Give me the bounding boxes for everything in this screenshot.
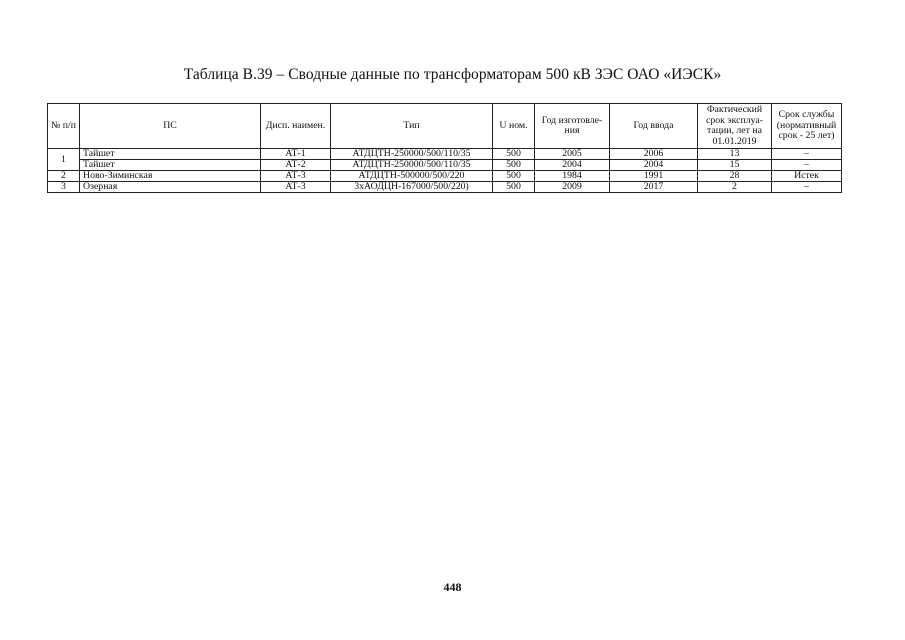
header-year-made: Год изготовле-ния bbox=[535, 104, 610, 149]
cell-ps: Озерная bbox=[80, 182, 261, 193]
table-title: Таблица В.39 – Сводные данные по трансформаторам 500 кВ ЗЭС ОАО «ИЭСК» bbox=[183, 66, 722, 83]
cell-service-life: – bbox=[772, 149, 842, 160]
header-actual-life: Фактический срок эксплуа-тации, лет на 01.01.2019 bbox=[698, 104, 772, 149]
table-row bbox=[48, 149, 842, 160]
table-header-row bbox=[48, 104, 842, 149]
cell-ps: Ново-Зиминская bbox=[80, 171, 261, 182]
cell-type: 3хАОДЦН-167000/500/220) bbox=[331, 182, 493, 193]
cell-service-life: Истек bbox=[772, 171, 842, 182]
cell-num: 1 bbox=[48, 149, 80, 171]
header-service-life: Срок службы (нормативный срок - 25 лет) bbox=[772, 104, 842, 149]
transformer-table bbox=[47, 103, 842, 193]
cell-type: АТДЦТН-500000/500/220 bbox=[331, 171, 493, 182]
table-row bbox=[48, 171, 842, 182]
cell-year-in: 2004 bbox=[610, 160, 698, 171]
cell-actual-life: 15 bbox=[698, 160, 772, 171]
table-row bbox=[48, 182, 842, 193]
cell-ps: Тайшет bbox=[80, 149, 261, 160]
cell-type: АТДЦТН-250000/500/110/35 bbox=[331, 160, 493, 171]
cell-year-in: 2006 bbox=[610, 149, 698, 160]
header-num: № п/п bbox=[48, 104, 80, 149]
cell-actual-life: 13 bbox=[698, 149, 772, 160]
cell-service-life: – bbox=[772, 160, 842, 171]
cell-ps: Тайшет bbox=[80, 160, 261, 171]
cell-disp: АТ-3 bbox=[261, 182, 331, 193]
cell-year-in: 2017 bbox=[610, 182, 698, 193]
cell-num: 2 bbox=[48, 171, 80, 182]
cell-disp: АТ-2 bbox=[261, 160, 331, 171]
cell-year-in: 1991 bbox=[610, 171, 698, 182]
cell-year-made: 2005 bbox=[535, 149, 610, 160]
cell-year-made: 2004 bbox=[535, 160, 610, 171]
header-u-nom: U ном. bbox=[493, 104, 535, 149]
cell-num: 3 bbox=[48, 182, 80, 193]
cell-service-life: – bbox=[772, 182, 842, 193]
cell-disp: АТ-1 bbox=[261, 149, 331, 160]
cell-disp: АТ-3 bbox=[261, 171, 331, 182]
cell-u-nom: 500 bbox=[493, 149, 535, 160]
cell-actual-life: 2 bbox=[698, 182, 772, 193]
table-row bbox=[48, 160, 842, 171]
cell-year-made: 1984 bbox=[535, 171, 610, 182]
cell-actual-life: 28 bbox=[698, 171, 772, 182]
page-number: 448 bbox=[443, 580, 462, 594]
header-disp: Дисп. наимен. bbox=[261, 104, 331, 149]
cell-type: АТДЦТН-250000/500/110/35 bbox=[331, 149, 493, 160]
header-type: Тип bbox=[331, 104, 493, 149]
header-ps: ПС bbox=[80, 104, 261, 149]
cell-u-nom: 500 bbox=[493, 182, 535, 193]
header-year-in: Год ввода bbox=[610, 104, 698, 149]
cell-u-nom: 500 bbox=[493, 171, 535, 182]
cell-u-nom: 500 bbox=[493, 160, 535, 171]
cell-year-made: 2009 bbox=[535, 182, 610, 193]
